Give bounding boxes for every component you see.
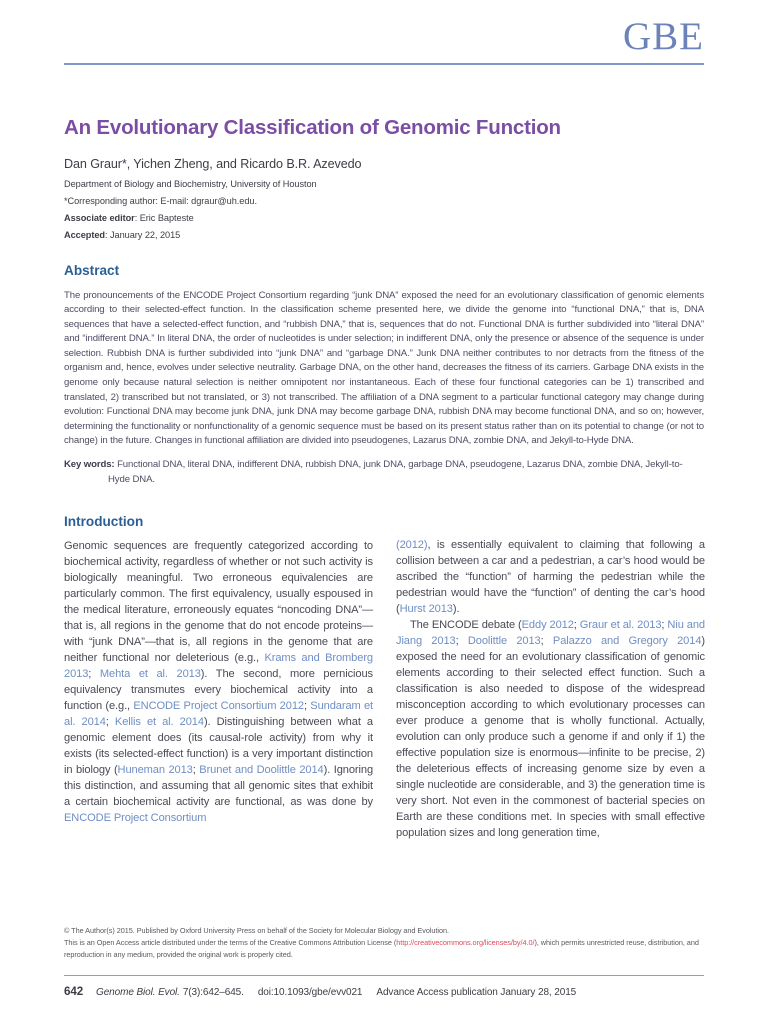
citation-palazzo-gregory[interactable]: Palazzo and Gregory 2014 bbox=[552, 635, 702, 648]
title-block bbox=[64, 116, 704, 240]
intro-text-4: ; bbox=[303, 700, 311, 713]
footer-divider bbox=[64, 975, 704, 977]
issue-pages: 7(3):642–645. bbox=[182, 987, 244, 998]
copyright-block bbox=[64, 925, 704, 960]
page-title: An Evolutionary Classification of Genomic Function bbox=[64, 116, 561, 139]
intro-sep-3: ; bbox=[455, 635, 468, 648]
citation-encode-consortium[interactable]: ENCODE Project Consortium bbox=[64, 812, 207, 825]
column-right bbox=[396, 514, 705, 841]
associate-editor-name: Eric Bapteste bbox=[139, 212, 194, 223]
intro-text-2: ; bbox=[88, 668, 100, 681]
abstract-heading: Abstract bbox=[64, 262, 120, 278]
license-pre-text: This is an Open Access article distributed under the terms of the Creative Commons Attribution License ( bbox=[64, 937, 397, 947]
license-url-link[interactable]: http://creativecommons.org/licenses/by/4.0/ bbox=[396, 937, 535, 947]
intro-text-7: ; bbox=[192, 764, 200, 777]
body-columns bbox=[64, 514, 704, 841]
intro-text-12: ) exposed the need for an evolutionary classification of genomic elements according to their selected effect function. Such a classification is also needed to dispose of the widespread misconception according to which evolutionary processes can ever produce a genome that is wholly functional. Actually, evolution can only produce such a genome if and only if 1) the effective population size is enormous—infinite to be precise, 2) the deleterious effects of increasing genome size by even a single nucleotide are considerable, and 3) the generation time is very short. Not even in the commonest of bacterial species on Earth are these conditions met. In species with small effective population sizes and long generation time, bbox=[396, 635, 706, 840]
gbe-logo: GBE bbox=[623, 15, 704, 58]
intro-text-8: ). Ignoring this distinction, and assuming that all genomic sites that exhibit a certain biochemical activity are functional, as was done by bbox=[64, 764, 374, 809]
license-line bbox=[64, 937, 704, 961]
intro-text-11: The ENCODE debate ( bbox=[410, 619, 522, 632]
intro-sep-2: ; bbox=[661, 619, 668, 632]
keywords-label: Key words: bbox=[64, 458, 115, 470]
citation-doolittle[interactable]: Doolittle 2013 bbox=[467, 635, 541, 648]
advance-access-date: Advance Access publication January 28, 2015 bbox=[376, 987, 577, 998]
column-right-spacer bbox=[396, 514, 705, 537]
citation-encode-2012[interactable]: ENCODE Project Consortium 2012 bbox=[133, 700, 304, 713]
keywords-values: Functional DNA, literal DNA, indifferent DNA, rubbish DNA, junk DNA, garbage DNA, pseudogene, Lazarus DNA, zombie DNA, Jekyll-to-Hyde DNA. bbox=[108, 458, 683, 485]
accepted-date: Accepted: January 22, 2015 bbox=[64, 229, 181, 240]
citation-krams-bromberg[interactable]: Krams and Bromberg 2013 bbox=[64, 652, 373, 681]
citation-eddy[interactable]: Eddy 2012 bbox=[521, 619, 574, 632]
abstract-section bbox=[64, 263, 704, 488]
column-left bbox=[64, 514, 373, 841]
masthead-divider bbox=[64, 63, 704, 65]
intro-paragraph-1-continued bbox=[396, 537, 705, 617]
associate-editor: Associate editor: Eric Bapteste bbox=[64, 212, 194, 223]
page-number: 642 bbox=[64, 985, 84, 998]
copyright-line: © The Author(s) 2015. Published by Oxford University Press on behalf of the Society for Molecular Biology and Evolution. bbox=[64, 926, 449, 936]
intro-paragraph-1 bbox=[64, 538, 373, 826]
intro-text-9: , is essentially equivalent to claiming that following a collision between a car and a pedestrian, a car’s hood would be ascribed the “function” of harming the pedestrian while the pedestrian would have the “function” of denting the car’s hood ( bbox=[396, 539, 705, 616]
citation-sundaram[interactable]: Sundaram et al. 2014 bbox=[64, 700, 374, 729]
abstract-body: The pronouncements of the ENCODE Project Consortium regarding “junk DNA” exposed the need for an evolutionary classification of genomic elements according to their selected-effect function. In the classification scheme presented here, we divide the genome into “functional DNA,” that is, DNA sequences that have a selected-effect function, and “rubbish DNA,” that is, sequences that do not. Functional DNA is further subdivided into “literal DNA” and “indifferent DNA.” In literal DNA, the order of nucleotides is under selection; in indifferent DNA, only the presence or absence of the sequence is under selection. Rubbish DNA is further subdivided into “junk DNA” and “garbage DNA.” Junk DNA neither contributes to nor detracts from the fitness of the organism and, hence, evolves under selective neutrality. Garbage DNA, on the other hand, decreases the fitness of its carriers. Garbage DNA exists in the genome only because natural selection is neither omnipotent nor instantaneous. Each of these four functional categories can be 1) transcribed and translated, 2) transcribed but not translated, or 3) not transcribed. The affiliation of a DNA segment to a particular functional category may change during evolution: Functional DNA may become junk DNA, junk DNA may become garbage DNA, rubbish DNA may become functional DNA, and so on; however, determining the functionality or nonfunctionality of a genomic sequence must be based on its present status rather than on its potential to change (or not to change) in the future. Changes in functional affiliation are divided into pseudogenes, Lazarus DNA, zombie DNA, and Jekyll-to-Hyde DNA. bbox=[64, 289, 704, 447]
intro-text-10: ). bbox=[452, 603, 460, 616]
intro-text-1: Genomic sequences are frequently categorized according to biochemical activity, regardless of whether or not such activity is biologically meaningful. Two erroneous equivalencies are particularly common. The first equivalency, usually espoused in the medical literature, erroneously equates “noncoding DNA”—that is, all regions in the genome that do not encode proteins—with “junk DNA”—that is, all regions in the genome that are neither functional nor deleterious (e.g., bbox=[64, 540, 373, 665]
intro-paragraph-2 bbox=[396, 617, 705, 841]
intro-text-5: ; bbox=[105, 716, 115, 729]
keywords-line bbox=[64, 458, 704, 487]
citation-niu-jiang[interactable]: Niu and Jiang 2013 bbox=[396, 619, 705, 648]
citation-hurst[interactable]: Hurst 2013 bbox=[399, 603, 453, 616]
accepted-label: Accepted bbox=[64, 229, 105, 240]
intro-sep-1: ; bbox=[573, 619, 580, 632]
intro-text-3: ). The second, more pernicious equivalency transmutes every biochemical activity into a function (e.g., bbox=[64, 668, 373, 713]
citation-huneman[interactable]: Huneman 2013 bbox=[117, 764, 193, 777]
author-list: Dan Graur*, Yichen Zheng, and Ricardo B.R. Azevedo bbox=[64, 156, 362, 171]
citation-encode-2012-year[interactable]: (2012) bbox=[396, 539, 428, 552]
associate-editor-label: Associate editor bbox=[64, 212, 135, 223]
introduction-heading: Introduction bbox=[64, 514, 144, 530]
accepted-value: January 22, 2015 bbox=[109, 229, 181, 240]
footer-citation bbox=[64, 985, 704, 998]
citation-graur[interactable]: Graur et al. 2013 bbox=[579, 619, 662, 632]
corresponding-author: *Corresponding author: E-mail: dgraur@uh.edu. bbox=[64, 195, 257, 206]
page-footer bbox=[64, 925, 704, 998]
intro-sep-4: ; bbox=[540, 635, 553, 648]
masthead bbox=[64, 0, 704, 58]
affiliation: Department of Biology and Biochemistry, University of Houston bbox=[64, 178, 317, 189]
citation-kellis[interactable]: Kellis et al. 2014 bbox=[114, 716, 204, 729]
intro-text-6: ). Distinguishing between what a genomic element does (its causal-role activity) from why it exists (its selected-effect function) is a very important distinction in biology ( bbox=[64, 716, 373, 777]
citation-brunet-doolittle[interactable]: Brunet and Doolittle 2014 bbox=[199, 764, 324, 777]
journal-name: Genome Biol. Evol. bbox=[96, 987, 180, 998]
citation-mehta[interactable]: Mehta et al. 2013 bbox=[99, 668, 201, 681]
license-post-text: ), which permits unrestricted reuse, distribution, and reproduction in any medium, provided the original work is properly cited. bbox=[64, 937, 699, 959]
doi[interactable]: doi:10.1093/gbe/evv021 bbox=[257, 987, 363, 998]
